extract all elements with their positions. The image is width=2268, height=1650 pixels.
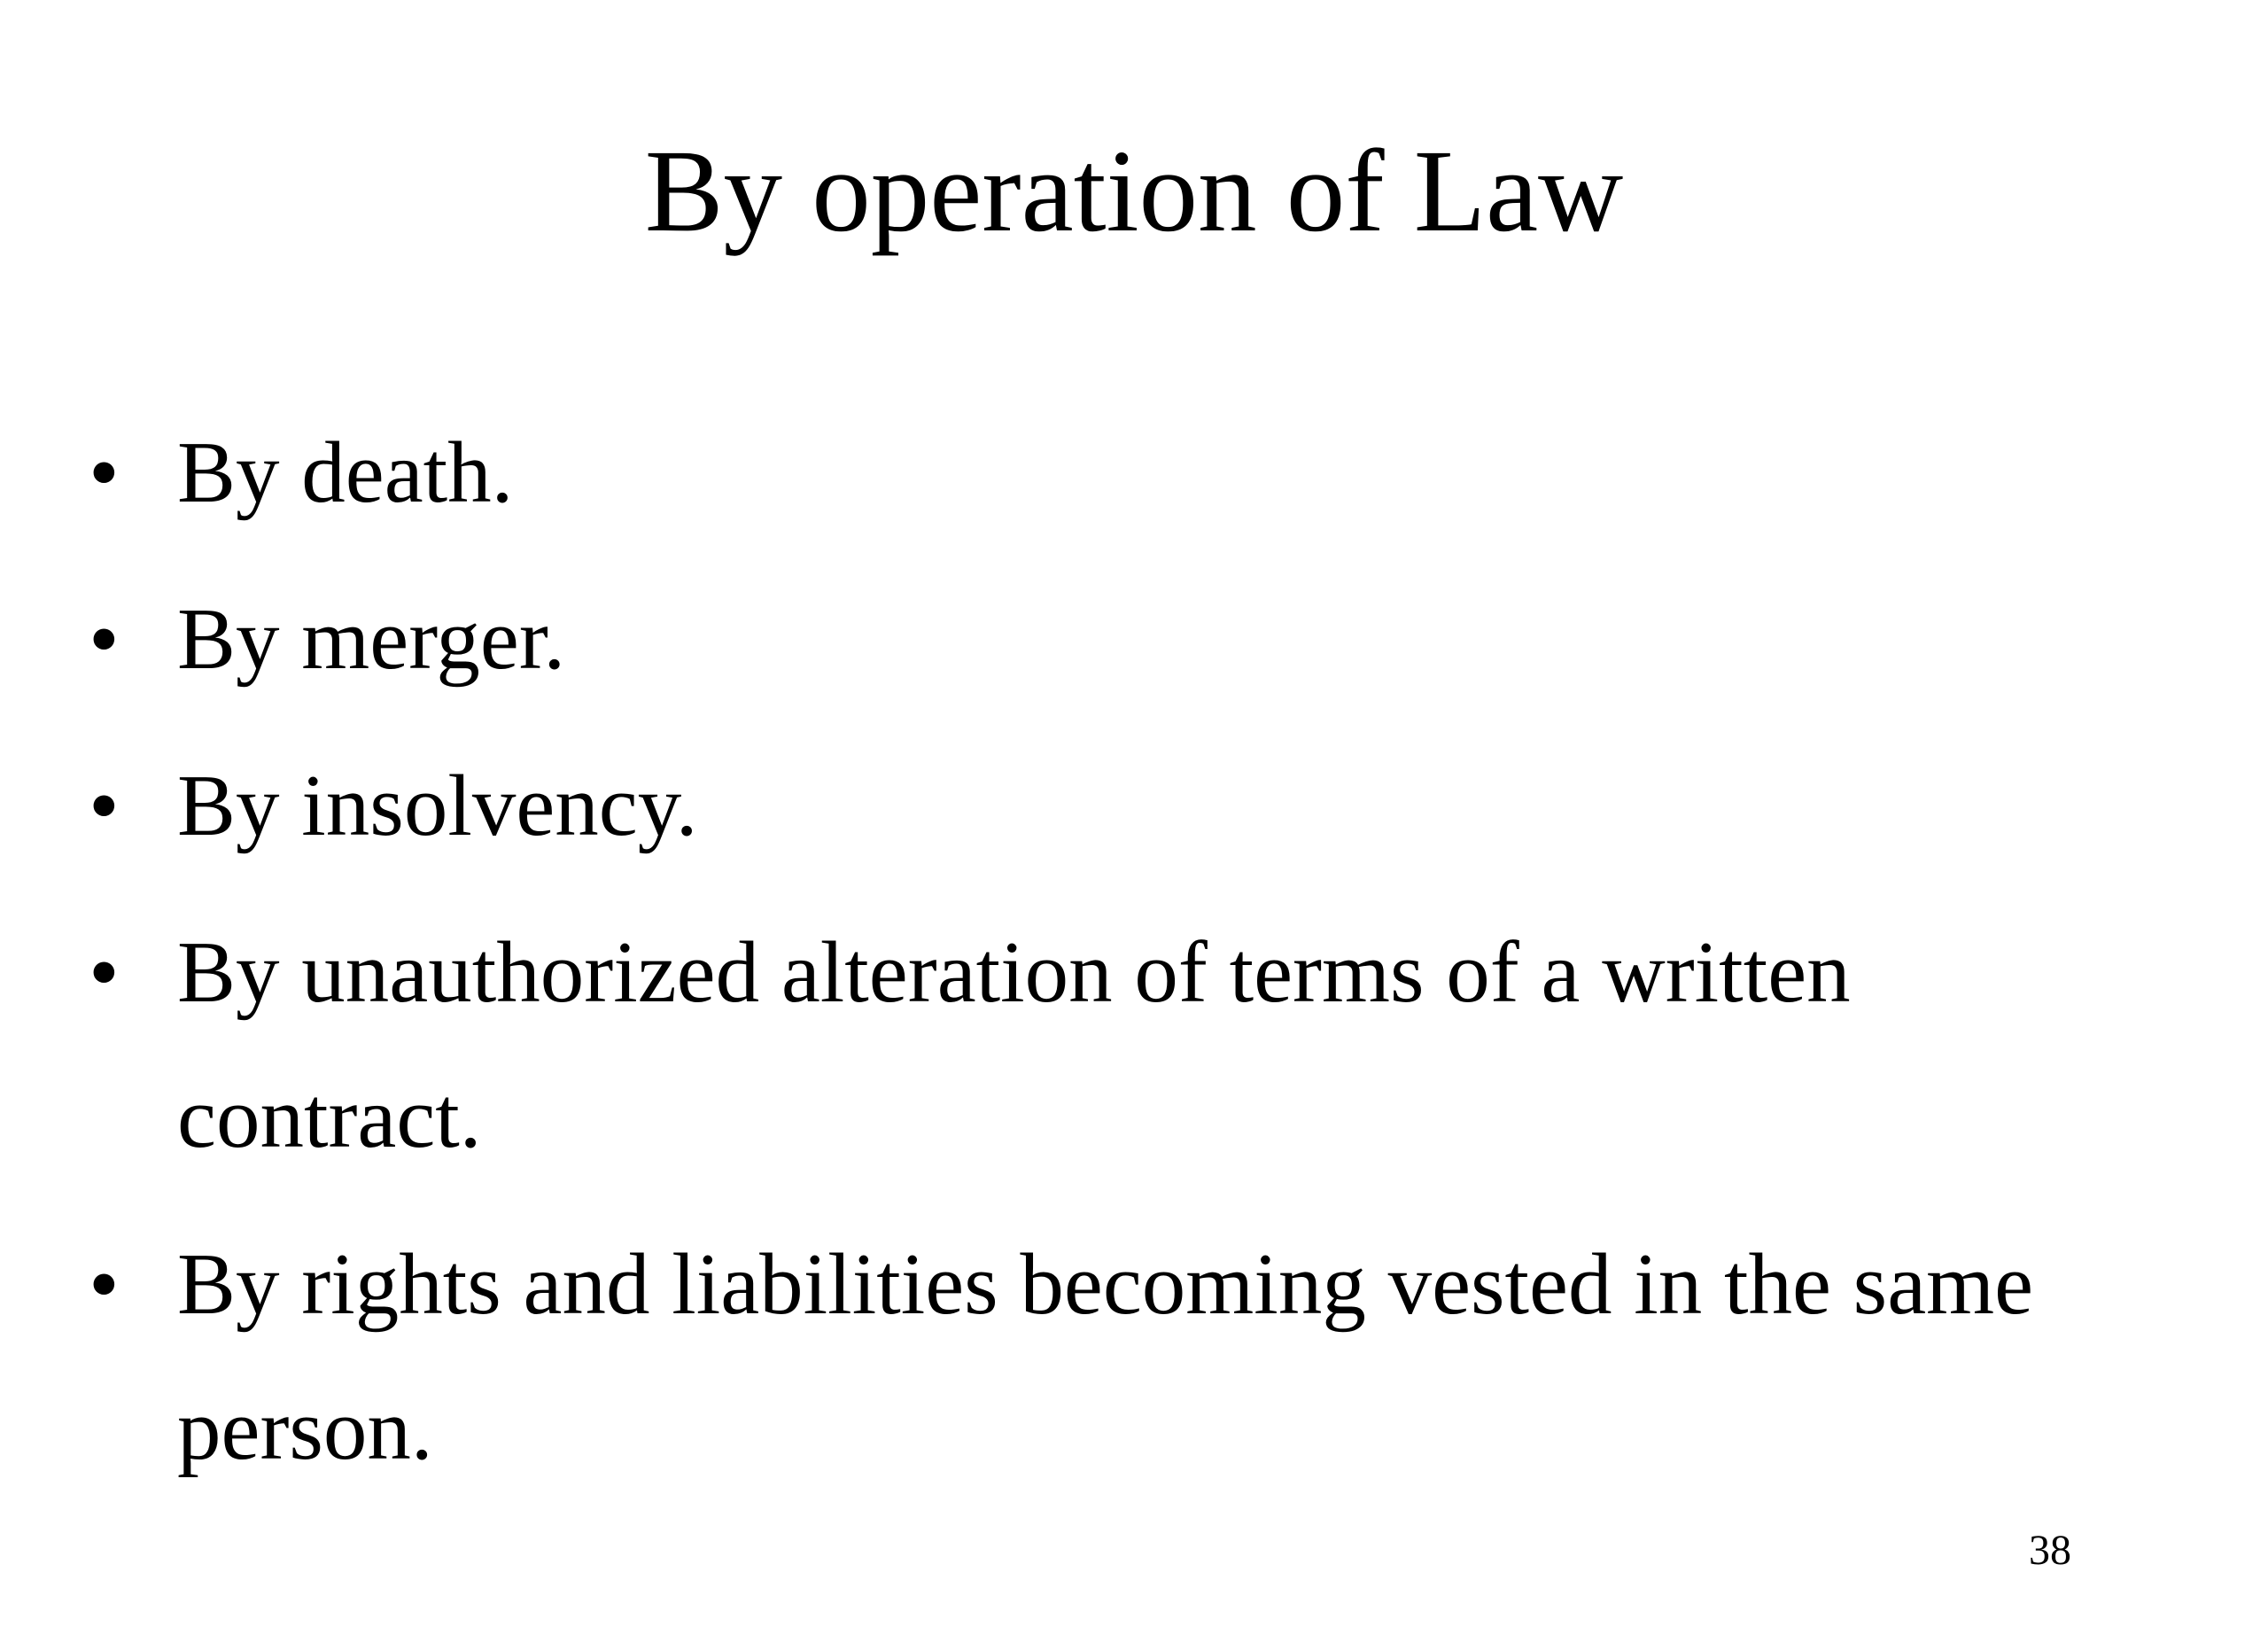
bullet-text: By merger. [177, 591, 566, 688]
bullet-item-merger [89, 567, 2197, 712]
bullet-item-rights-liabilities [89, 1212, 2197, 1503]
slide-title: By operation of Law [644, 125, 1624, 256]
bullet-text-line-2: contract. [177, 1070, 482, 1166]
bullet-text-line-1: By unauthorized alteration of terms of a written [177, 924, 1851, 1021]
bullet-marker: • [89, 1236, 120, 1333]
bullet-item-insolvency [89, 734, 2197, 879]
bullet-text: By insolvency. [177, 758, 698, 854]
bullet-text-line-2: person. [177, 1381, 433, 1478]
bullet-marker: • [89, 424, 120, 521]
bullet-marker: • [89, 758, 120, 854]
bullet-text: By death. [177, 424, 514, 521]
bullet-list [89, 401, 2197, 1524]
page-number: 38 [2029, 1527, 2071, 1574]
bullet-item-unauthorized-alteration [89, 900, 2197, 1191]
bullet-text-line-1: By rights and liabilities becoming vested in the same [177, 1236, 2034, 1333]
bullet-item-death [89, 401, 2197, 546]
bullet-marker: • [89, 591, 120, 688]
bullet-marker: • [89, 924, 120, 1021]
